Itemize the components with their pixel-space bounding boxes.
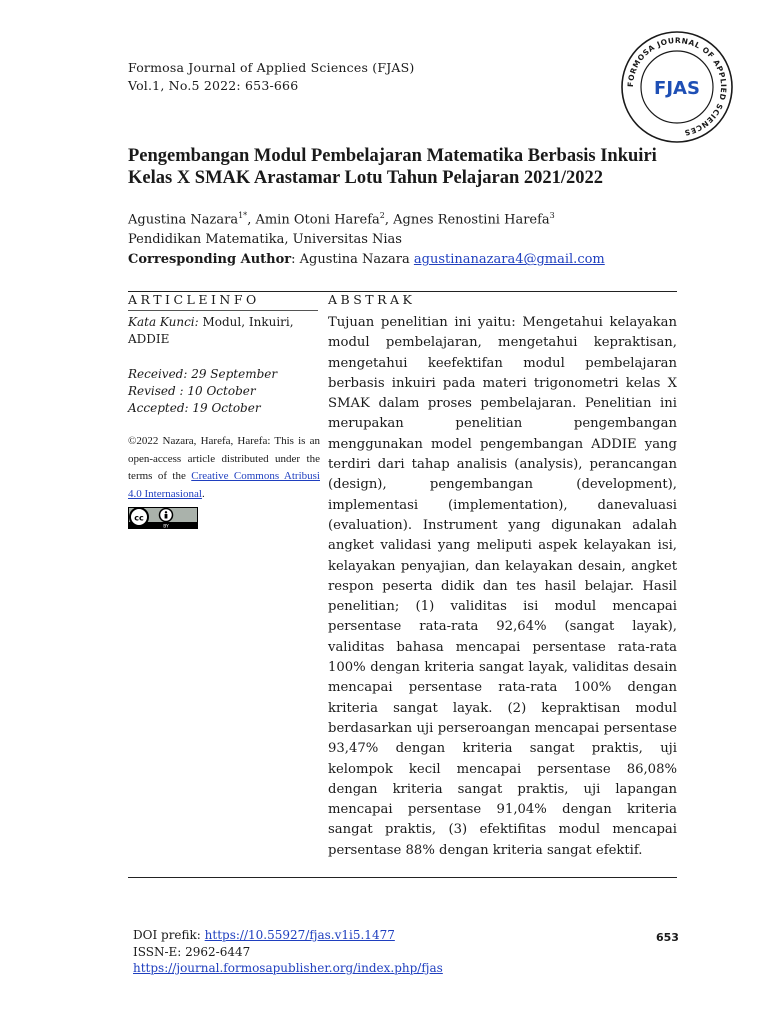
fjas-logo <box>612 30 742 145</box>
author-2: Amin Otoni Harefa <box>255 212 380 228</box>
keywords-value: Modul, Inkuiri, ADDIE <box>128 315 294 346</box>
abstract-heading: ABSTRAK <box>328 292 416 307</box>
doi-link[interactable]: https://10.55927/fjas.v1i5.1477 <box>204 928 395 942</box>
author-3-affil: 3 <box>549 211 555 220</box>
footer <box>133 927 443 977</box>
keywords <box>128 314 320 348</box>
logo-ring-text: FORMOSA JOURNAL OF APPLIED SCIENCES <box>625 35 729 138</box>
issn: ISSN-E: 2962-6447 <box>133 944 251 959</box>
page-number: 653 <box>656 931 679 944</box>
logo-center-text: FJAS <box>654 78 700 99</box>
author-1-affil: 1* <box>238 211 248 220</box>
license-link[interactable]: Creative Commons Atribusi 4.0 Internasional <box>128 470 320 500</box>
license-statement: ©2022 Nazara, Harefa, Harefa: This is an open-access article distributed under the terms of the Creative Commons Atribusi 4.0 Internasional. <box>128 435 320 500</box>
volume-line: Vol.1, No.5 2022: 653-666 <box>128 78 299 93</box>
paper-title: Pengembangan Modul Pembelajaran Matematika Berbasis Inkuiri Kelas X SMAK Arastamar Lotu Tahun Pelajaran 2021/2022 <box>128 146 657 188</box>
author-2-affil: 2 <box>379 211 385 220</box>
accepted-date: Accepted: 19 October <box>128 401 261 415</box>
badge-by-text: BY <box>163 524 169 529</box>
article-info <box>128 314 320 534</box>
divider-bottom <box>128 877 677 878</box>
received-date: Received: 29 September <box>128 367 278 381</box>
journal-name: Formosa Journal of Applied Sciences (FJAS) <box>128 60 415 75</box>
abstract-text: Tujuan penelitian ini yaitu: Mengetahui kelayakan modul pembelajaran, mengetahui kepraktisan, mengetahui keefektifan modul pembelajaran berbasis inkuiri pada materi trigonometri kelas X SMAK dalam proses pembelajaran. Penelitian ini merupakan penelitian pengembangan menggunakan model pengembangan ADDIE yang terdiri dari tahap analisis (analysis), perancangan (design), pengembangan (development), implementasi (implementation), danevaluasi (evaluation). Instrument yang digunakan adalah angket validasi yang meliputi aspek kelayakan isi, kelayakan penyajian, dan kelayakan desain, angket respon peserta didik dan tes hasil belajar. Hasil penelitian; (1) validitas isi modul mencapai persentase rata-rata 92,64% (sangat layak), validitas bahasa mencapai persentase rata-rata 100% dengan kriteria sangat layak, validitas desain mencapai persentase rata-rata 100% dengan kriteria sangat layak. (2) kepraktisan modul berdasarkan uji perseroangan mencapai persentase 93,47% dengan kriteria sangat praktis, uji kelompok kecil mencapai persentase 86,08% dengan kriteria sangat praktis, uji lapangan mencapai persentase 91,04% dengan kriteria sangat praktis, (3) efektifitas modul mencapai persentase 88% dengan kriteria sangat efektif. <box>328 315 677 858</box>
divider-article-info <box>128 310 318 311</box>
doi-line <box>133 927 443 944</box>
author-3: Agnes Renostini Harefa <box>393 212 550 228</box>
corresponding-name: Agustina Nazara <box>295 252 414 268</box>
article-info-heading: ARTICLEINFO <box>128 292 260 307</box>
svg-text:cc: cc <box>134 513 144 523</box>
cc-by-badge-icon[interactable] <box>128 507 198 529</box>
doi-label: DOI prefik: <box>133 928 205 942</box>
revised-date: Revised : 10 October <box>128 384 256 398</box>
author-1: Agustina Nazara <box>128 212 239 228</box>
corresponding-label: Corresponding Author <box>128 252 292 268</box>
corresponding-author: Corresponding Author: Agustina Nazara agustinanazara4@gmail.com <box>128 252 605 268</box>
article-dates <box>128 366 320 417</box>
keywords-label: Kata Kunci: <box>128 315 199 329</box>
author-list: Agustina Nazara$^{1*}$, Amin Otoni Harefa$^2$, Agnes Renostini Harefa$^3$ <box>128 211 555 228</box>
journal-header <box>128 59 415 95</box>
journal-url-link[interactable]: https://journal.formosapublisher.org/index.php/fjas <box>133 961 443 975</box>
corresponding-email-link[interactable]: agustinanazara4@gmail.com <box>413 252 605 268</box>
author-block <box>128 206 605 270</box>
affiliation: Pendidikan Matematika, Universitas Nias <box>128 232 402 248</box>
